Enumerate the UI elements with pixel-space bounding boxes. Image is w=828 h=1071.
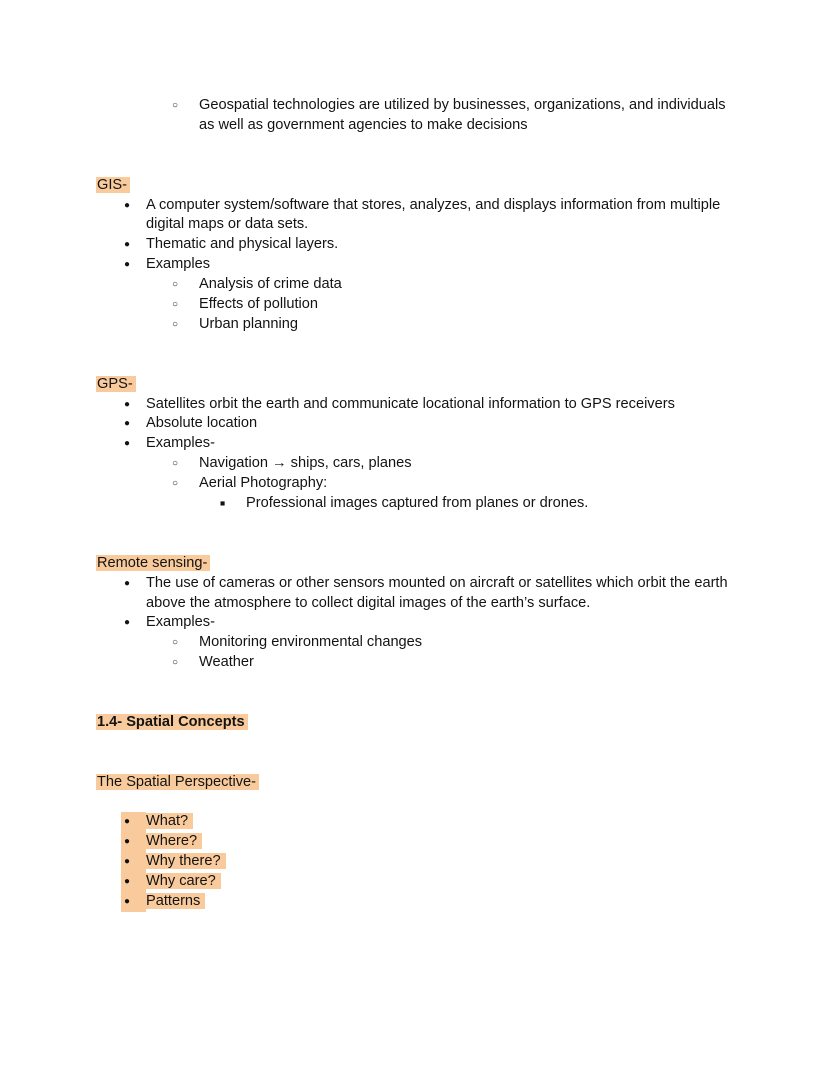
section-heading: [97, 773, 731, 793]
bullet-icon: ●: [124, 259, 131, 271]
list-item-text-container: [199, 315, 731, 335]
list-item: [97, 235, 731, 255]
section-heading: [97, 375, 731, 395]
list-item-text: Effects of pollution: [199, 296, 318, 313]
list-item-text-container: [146, 892, 731, 912]
section-heading: [97, 554, 731, 574]
blank-line: [97, 673, 731, 693]
list-item: [97, 434, 731, 454]
bullet-icon: ●: [124, 438, 131, 450]
list-item-text: Geospatial technologies are utilized by businesses, organizations, and individuals as well as government agencies to make decisions: [199, 97, 726, 133]
list-item: [97, 852, 731, 872]
list-item-text-container: [246, 494, 731, 514]
list-item-text-container: [199, 653, 731, 673]
heading-text: The Spatial Perspective-: [96, 774, 259, 790]
list-item-text-container: [146, 872, 731, 892]
list-item-text-container: [146, 196, 731, 236]
blank-line: [97, 693, 731, 713]
list-item-text-container: [199, 96, 731, 136]
list-item: [97, 255, 731, 275]
list-item-text-container: [146, 812, 731, 832]
list-item-text: Monitoring environmental changes: [199, 634, 423, 651]
list-item-text: Satellites orbit the earth and communicate locational information to GPS receivers: [146, 395, 675, 412]
bullet-icon: ●: [124, 617, 131, 629]
list-item-text: Examples-: [146, 614, 215, 631]
list-item: [97, 613, 731, 633]
list-item-text-container: [146, 434, 731, 454]
list-item-text-container: [146, 832, 731, 852]
bullet-icon: ○: [172, 318, 179, 330]
blank-line: [97, 514, 731, 534]
list-item: [97, 395, 731, 415]
list-item-text: What?: [146, 813, 193, 829]
list-item-text-container: [146, 235, 731, 255]
blank-line: [97, 335, 731, 355]
document-content: [97, 96, 731, 912]
bullet-icon: ●: [124, 239, 131, 251]
bullet-icon: ■: [220, 498, 226, 509]
heading-text: GPS-: [96, 376, 136, 392]
bullet-icon: ○: [172, 637, 179, 649]
list-item-text-container: [199, 474, 731, 494]
list-item-text: Analysis of crime data: [199, 276, 342, 293]
list-item: [97, 832, 731, 852]
blank-line: [97, 534, 731, 554]
list-item-text: Urban planning: [199, 315, 298, 332]
list-item-text: Where?: [146, 833, 202, 849]
list-item-text-container: [146, 574, 731, 614]
bullet-icon: ●: [124, 199, 131, 211]
list-item: [97, 892, 731, 912]
list-item: [97, 812, 731, 832]
list-item: [97, 414, 731, 434]
list-item-text: Aerial Photography:: [199, 475, 328, 492]
list-item-text-container: [199, 275, 731, 295]
section-heading: [97, 176, 731, 196]
list-item-text-container: [199, 295, 731, 315]
list-item-text-container: [146, 852, 731, 872]
list-item-text: Examples: [146, 256, 211, 273]
list-item: [97, 454, 731, 474]
list-item-text: Absolute location: [146, 415, 258, 432]
bullet-icon: ●: [124, 418, 131, 430]
list-item-text-container: [146, 613, 731, 633]
bullet-icon: ●: [121, 852, 146, 872]
list-item: [97, 196, 731, 236]
list-item-text: Weather: [199, 654, 254, 671]
list-item: [97, 653, 731, 673]
bullet-icon: ●: [121, 892, 146, 912]
list-item-text: A computer system/software that stores, analyzes, and displays information from multiple digital maps or data sets.: [146, 196, 721, 233]
list-item-text: The use of cameras or other sensors mounted on aircraft or satellites which orbit the earth above the atmosphere to collect digital images of the earth’s surface.: [146, 574, 728, 611]
list-item-text: Navigation → ships, cars, planes: [199, 455, 412, 472]
list-item-text: Professional images captured from planes or drones.: [246, 495, 589, 512]
heading-text: GIS-: [96, 177, 130, 193]
list-item: [97, 96, 731, 136]
bullet-icon: ●: [121, 812, 146, 832]
bullet-icon: ●: [124, 577, 131, 589]
list-item: [97, 633, 731, 653]
list-item-text-container: [199, 633, 731, 653]
list-item-text: Patterns: [146, 893, 205, 909]
list-item-text-container: [146, 255, 731, 275]
list-item: [97, 315, 731, 335]
list-item: [97, 494, 731, 514]
list-item-text-container: [146, 395, 731, 415]
blank-line: [97, 156, 731, 176]
blank-line: [97, 136, 731, 156]
list-item-text: Thematic and physical layers.: [146, 236, 339, 253]
bullet-icon: ●: [124, 398, 131, 410]
list-item-text-container: [146, 414, 731, 434]
heading-text: 1.4- Spatial Concepts: [96, 714, 248, 730]
list-item: [97, 872, 731, 892]
list-item: [97, 275, 731, 295]
list-item: [97, 295, 731, 315]
list-item: [97, 574, 731, 614]
blank-line: [97, 355, 731, 375]
blank-line: [97, 753, 731, 773]
bullet-icon: ○: [172, 458, 179, 470]
list-item: [97, 474, 731, 494]
list-item-text: Examples-: [146, 435, 215, 452]
list-item-text: Why care?: [146, 873, 221, 889]
list-item-text-container: [199, 454, 731, 474]
blank-line: [97, 793, 731, 813]
bullet-icon: ○: [172, 299, 179, 311]
bullet-icon: ○: [172, 478, 179, 490]
section-heading: [97, 713, 731, 733]
bullet-icon: ●: [121, 872, 146, 892]
blank-line: [97, 733, 731, 753]
bullet-icon: ○: [172, 657, 179, 669]
bullet-icon: ●: [121, 832, 146, 852]
bullet-icon: ○: [172, 100, 179, 111]
list-item-text: Why there?: [146, 853, 226, 869]
bullet-icon: ○: [172, 279, 179, 291]
heading-text: Remote sensing-: [96, 555, 210, 571]
